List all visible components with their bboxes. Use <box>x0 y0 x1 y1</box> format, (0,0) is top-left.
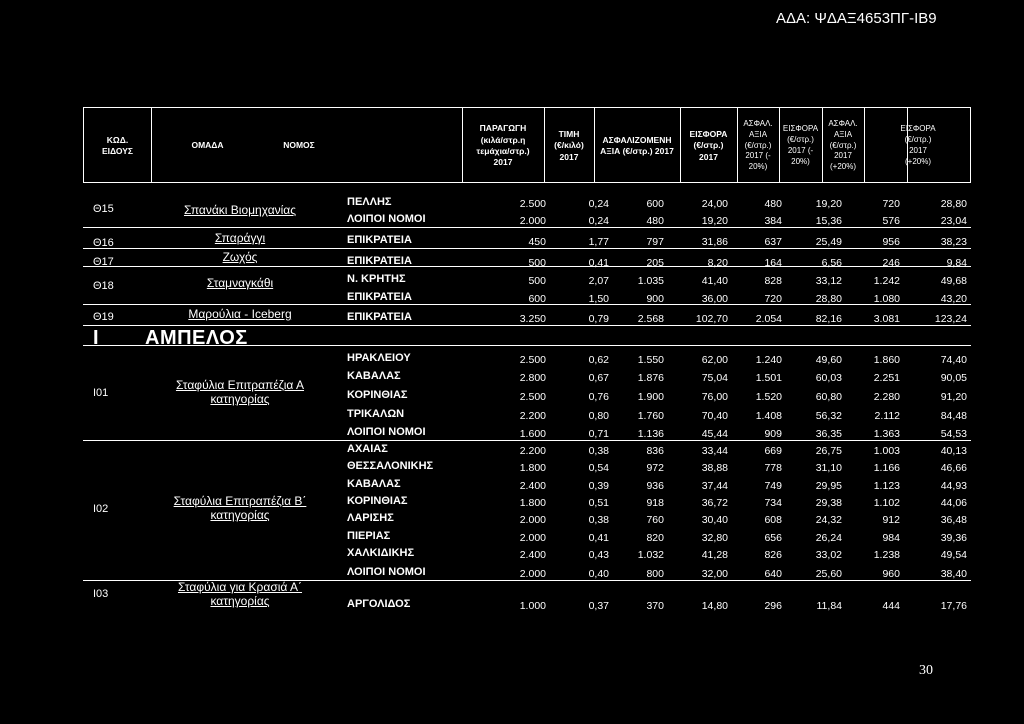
value-cell: 480 <box>646 215 664 227</box>
value-cell: 3.250 <box>519 313 546 325</box>
value-cell: 36,35 <box>815 428 842 440</box>
value-cell: 1.800 <box>519 462 546 474</box>
region-cell: ΚΑΒΑΛΑΣ <box>347 478 401 490</box>
value-cell: 70,40 <box>701 410 728 422</box>
region-cell: ΕΠΙΚΡΑΤΕΙΑ <box>347 291 412 303</box>
value-cell: 31,10 <box>815 462 842 474</box>
item-code: Ι01 <box>93 387 109 399</box>
group-name: Σταφύλια Επιτραπέζια Α κατηγορίας <box>175 378 305 406</box>
value-cell: 23,04 <box>940 215 967 227</box>
value-cell: 2.400 <box>519 480 546 492</box>
value-cell: 576 <box>882 215 900 227</box>
region-cell: ΛΟΙΠΟΙ ΝΟΜΟΙ <box>347 566 426 578</box>
value-cell: 600 <box>528 293 546 305</box>
value-cell: 2.251 <box>873 372 900 384</box>
value-cell: 246 <box>882 257 900 269</box>
value-cell: 38,40 <box>940 568 967 580</box>
value-cell: 2.000 <box>519 215 546 227</box>
value-cell: 2.280 <box>873 391 900 403</box>
value-cell: 2.500 <box>519 354 546 366</box>
value-cell: 56,32 <box>815 410 842 422</box>
value-cell: 936 <box>646 480 664 492</box>
value-cell: 1.760 <box>637 410 664 422</box>
value-cell: 62,00 <box>701 354 728 366</box>
region-cell: ΚΟΡΙΝΘΙΑΣ <box>347 495 408 507</box>
item-code: Θ18 <box>93 280 114 292</box>
value-cell: 370 <box>646 600 664 612</box>
region-cell: ΠΙΕΡΙΑΣ <box>347 530 391 542</box>
value-cell: 1,50 <box>588 293 609 305</box>
value-cell: 205 <box>646 257 664 269</box>
region-cell: Ν. ΚΡΗΤΗΣ <box>347 273 406 285</box>
value-cell: 40,13 <box>940 445 967 457</box>
value-cell: 164 <box>764 257 782 269</box>
row-divider <box>83 440 971 441</box>
value-cell: 0,24 <box>588 198 609 210</box>
value-cell: 828 <box>764 275 782 287</box>
group-name: Μαρούλια - Iceberg <box>188 307 292 321</box>
value-cell: 91,20 <box>940 391 967 403</box>
value-cell: 2.568 <box>637 313 664 325</box>
value-cell: 45,44 <box>701 428 728 440</box>
value-cell: 608 <box>764 514 782 526</box>
value-cell: 500 <box>528 275 546 287</box>
value-cell: 33,44 <box>701 445 728 457</box>
value-cell: 296 <box>764 600 782 612</box>
value-cell: 384 <box>764 215 782 227</box>
value-cell: 9,84 <box>946 257 967 269</box>
header-cell: ΑΣΦΑΛΙΖΟΜΕΝΗ ΑΞΙΑ (€/στρ.) 2017 <box>600 134 674 156</box>
value-cell: 90,05 <box>940 372 967 384</box>
group-name: Σπανάκι Βιομηχανίας <box>183 203 297 217</box>
value-cell: 24,00 <box>701 198 728 210</box>
value-cell: 1.240 <box>755 354 782 366</box>
value-cell: 1.408 <box>755 410 782 422</box>
value-cell: 1.238 <box>873 549 900 561</box>
value-cell: 909 <box>764 428 782 440</box>
value-cell: 29,95 <box>815 480 842 492</box>
value-cell: 123,24 <box>934 313 967 325</box>
value-cell: 912 <box>882 514 900 526</box>
value-cell: 1.242 <box>873 275 900 287</box>
value-cell: 75,04 <box>701 372 728 384</box>
value-cell: 32,80 <box>701 532 728 544</box>
value-cell: 836 <box>646 445 664 457</box>
value-cell: 2.200 <box>519 410 546 422</box>
value-cell: 2.500 <box>519 391 546 403</box>
value-cell: 32,00 <box>701 568 728 580</box>
value-cell: 82,16 <box>815 313 842 325</box>
value-cell: 2.800 <box>519 372 546 384</box>
value-cell: 444 <box>882 600 900 612</box>
header-cell: ΕΙΣΦΟΡΑ (€/στρ.) 2017 (- 20%) <box>782 124 819 166</box>
region-cell: ΗΡΑΚΛΕΙΟΥ <box>347 352 411 364</box>
header-cell: ΟΜΑΔΑ <box>191 140 224 151</box>
value-cell: 8,20 <box>707 257 728 269</box>
value-cell: 0,67 <box>588 372 609 384</box>
value-cell: 956 <box>882 236 900 248</box>
value-cell: 102,70 <box>695 313 728 325</box>
value-cell: 1.550 <box>637 354 664 366</box>
value-cell: 656 <box>764 532 782 544</box>
value-cell: 900 <box>646 293 664 305</box>
row-divider <box>83 248 971 249</box>
value-cell: 2.112 <box>874 410 900 422</box>
value-cell: 2.054 <box>755 313 782 325</box>
value-cell: 46,66 <box>940 462 967 474</box>
value-cell: 2,07 <box>588 275 609 287</box>
value-cell: 60,03 <box>815 372 842 384</box>
value-cell: 778 <box>764 462 782 474</box>
value-cell: 1.102 <box>873 497 900 509</box>
item-code: Θ16 <box>93 237 114 249</box>
value-cell: 2.500 <box>519 198 546 210</box>
region-cell: ΛΟΙΠΟΙ ΝΟΜΟΙ <box>347 213 426 225</box>
value-cell: 0,40 <box>588 568 609 580</box>
item-code: Θ19 <box>93 311 114 323</box>
item-code: Ι03 <box>93 588 109 600</box>
value-cell: 15,36 <box>815 215 842 227</box>
value-cell: 44,93 <box>940 480 967 492</box>
region-cell: ΤΡΙΚΑΛΩΝ <box>347 408 405 420</box>
value-cell: 0,38 <box>588 445 609 457</box>
value-cell: 49,68 <box>940 275 967 287</box>
value-cell: 2.000 <box>519 532 546 544</box>
value-cell: 2.200 <box>519 445 546 457</box>
value-cell: 1.501 <box>755 372 782 384</box>
value-cell: 637 <box>764 236 782 248</box>
value-cell: 17,76 <box>940 600 967 612</box>
value-cell: 918 <box>646 497 664 509</box>
value-cell: 1.080 <box>873 293 900 305</box>
value-cell: 0,51 <box>588 497 609 509</box>
value-cell: 25,49 <box>815 236 842 248</box>
row-divider <box>83 227 971 228</box>
value-cell: 41,40 <box>701 275 728 287</box>
value-cell: 734 <box>764 497 782 509</box>
value-cell: 1.800 <box>519 497 546 509</box>
value-cell: 1.123 <box>873 480 900 492</box>
item-code: Ι02 <box>93 503 109 515</box>
value-cell: 30,40 <box>701 514 728 526</box>
value-cell: 44,06 <box>940 497 967 509</box>
value-cell: 38,88 <box>701 462 728 474</box>
value-cell: 76,00 <box>701 391 728 403</box>
value-cell: 1.136 <box>637 428 664 440</box>
header-cell: ΚΩΔ. ΕΙΔΟΥΣ <box>101 134 134 156</box>
region-cell: ΕΠΙΚΡΑΤΕΙΑ <box>347 234 412 246</box>
value-cell: 0,76 <box>588 391 609 403</box>
value-cell: 0,62 <box>588 354 609 366</box>
value-cell: 49,54 <box>940 549 967 561</box>
header-cell: ΕΙΣΦΟΡΑ (€/στρ.) 2017 (+20%) <box>900 124 936 166</box>
value-cell: 28,80 <box>940 198 967 210</box>
value-cell: 960 <box>882 568 900 580</box>
value-cell: 0,71 <box>588 428 609 440</box>
value-cell: 26,24 <box>815 532 842 544</box>
value-cell: 24,32 <box>815 514 842 526</box>
value-cell: 1.166 <box>873 462 900 474</box>
value-cell: 74,40 <box>940 354 967 366</box>
region-cell: ΘΕΣΣΑΛΟΝΙΚΗΣ <box>347 460 434 472</box>
value-cell: 0,41 <box>588 532 609 544</box>
value-cell: 36,00 <box>701 293 728 305</box>
value-cell: 84,48 <box>940 410 967 422</box>
value-cell: 37,44 <box>701 480 728 492</box>
value-cell: 0,54 <box>588 462 609 474</box>
value-cell: 669 <box>764 445 782 457</box>
group-name: Σταμναγκάθι <box>206 276 274 290</box>
value-cell: 6,56 <box>821 257 842 269</box>
value-cell: 26,75 <box>815 445 842 457</box>
region-cell: ΑΡΓΟΛΙΔΟΣ <box>347 598 411 610</box>
value-cell: 480 <box>764 198 782 210</box>
region-cell: ΠΕΛΛΗΣ <box>347 196 392 208</box>
header-cell: ΑΣΦΑΛ. ΑΞΙΑ (€/στρ.) 2017 (- 20%) <box>743 119 773 172</box>
region-cell: ΕΠΙΚΡΑΤΕΙΑ <box>347 255 412 267</box>
value-cell: 0,39 <box>588 480 609 492</box>
value-cell: 2.400 <box>519 549 546 561</box>
value-cell: 19,20 <box>815 198 842 210</box>
section-title: ΑΜΠΕΛΟΣ <box>145 327 248 349</box>
value-cell: 28,80 <box>815 293 842 305</box>
value-cell: 972 <box>646 462 664 474</box>
value-cell: 1.520 <box>755 391 782 403</box>
region-cell: ΑΧΑΙΑΣ <box>347 443 388 455</box>
value-cell: 1.876 <box>637 372 664 384</box>
value-cell: 36,72 <box>701 497 728 509</box>
value-cell: 749 <box>764 480 782 492</box>
value-cell: 720 <box>764 293 782 305</box>
value-cell: 3.081 <box>873 313 900 325</box>
group-name: Σπαράγγι <box>214 231 266 245</box>
value-cell: 2.000 <box>519 514 546 526</box>
header-cell: ΕΙΣΦΟΡΑ (€/στρ.) 2017 <box>689 128 728 162</box>
header-cell: ΑΣΦΑΛ. ΑΞΙΑ (€/στρ.) 2017 (+20%) <box>828 119 858 172</box>
value-cell: 0,80 <box>588 410 609 422</box>
ada-identifier: ΑΔΑ: ΨΔΑΞ4653ΠΓ-ΙΒ9 <box>776 10 937 27</box>
value-cell: 800 <box>646 568 664 580</box>
item-code: Θ17 <box>93 256 114 268</box>
value-cell: 820 <box>646 532 664 544</box>
value-cell: 1.600 <box>519 428 546 440</box>
table-header <box>83 107 971 183</box>
value-cell: 1.003 <box>873 445 900 457</box>
value-cell: 0,41 <box>588 257 609 269</box>
value-cell: 826 <box>764 549 782 561</box>
value-cell: 33,02 <box>815 549 842 561</box>
item-code: Θ15 <box>93 203 114 215</box>
page-number: 30 <box>919 663 933 678</box>
value-cell: 33,12 <box>815 275 842 287</box>
value-cell: 1.032 <box>637 549 664 561</box>
region-cell: ΚΟΡΙΝΘΙΑΣ <box>347 389 408 401</box>
value-cell: 0,24 <box>588 215 609 227</box>
region-cell: ΕΠΙΚΡΑΤΕΙΑ <box>347 311 412 323</box>
value-cell: 1.000 <box>519 600 546 612</box>
header-cell: ΠΑΡΑΓΩΓΗ (κιλά/στρ.η τεμάχια/στρ.) 2017 <box>476 123 530 168</box>
value-cell: 31,86 <box>701 236 728 248</box>
value-cell: 39,36 <box>940 532 967 544</box>
value-cell: 1.035 <box>637 275 664 287</box>
header-cell: ΝΟΜΟΣ <box>283 140 315 151</box>
value-cell: 43,20 <box>940 293 967 305</box>
group-name: Σταφύλια για Κρασιά Α΄ κατηγορίας <box>177 580 303 608</box>
section-code: Ι <box>93 327 99 349</box>
value-cell: 60,80 <box>815 391 842 403</box>
value-cell: 2.000 <box>519 568 546 580</box>
value-cell: 450 <box>528 236 546 248</box>
value-cell: 760 <box>646 514 664 526</box>
value-cell: 36,48 <box>940 514 967 526</box>
region-cell: ΧΑΛΚΙΔΙΚΗΣ <box>347 547 415 559</box>
value-cell: 0,43 <box>588 549 609 561</box>
value-cell: 11,84 <box>816 600 842 612</box>
region-cell: ΛΟΙΠΟΙ ΝΟΜΟΙ <box>347 426 426 438</box>
value-cell: 500 <box>528 257 546 269</box>
value-cell: 797 <box>646 236 664 248</box>
value-cell: 14,80 <box>701 600 728 612</box>
value-cell: 600 <box>646 198 664 210</box>
value-cell: 29,38 <box>815 497 842 509</box>
value-cell: 640 <box>764 568 782 580</box>
value-cell: 38,23 <box>940 236 967 248</box>
row-divider <box>83 325 971 326</box>
value-cell: 0,79 <box>588 313 609 325</box>
header-cell: ΤΙΜΗ (€/κιλό) 2017 <box>554 128 584 162</box>
group-name: Ζωχός <box>222 250 258 264</box>
value-cell: 1.363 <box>873 428 900 440</box>
value-cell: 25,60 <box>815 568 842 580</box>
value-cell: 49,60 <box>815 354 842 366</box>
value-cell: 54,53 <box>940 428 967 440</box>
region-cell: ΛΑΡΙΣΗΣ <box>347 512 394 524</box>
value-cell: 1,77 <box>588 236 609 248</box>
value-cell: 720 <box>882 198 900 210</box>
value-cell: 0,38 <box>588 514 609 526</box>
value-cell: 1.860 <box>873 354 900 366</box>
value-cell: 984 <box>882 532 900 544</box>
value-cell: 41,28 <box>701 549 728 561</box>
value-cell: 19,20 <box>701 215 728 227</box>
region-cell: ΚΑΒΑΛΑΣ <box>347 370 401 382</box>
value-cell: 0,37 <box>588 600 609 612</box>
group-name: Σταφύλια Επιτραπέζια Β΄ κατηγορίας <box>173 494 307 522</box>
value-cell: 1.900 <box>637 391 664 403</box>
